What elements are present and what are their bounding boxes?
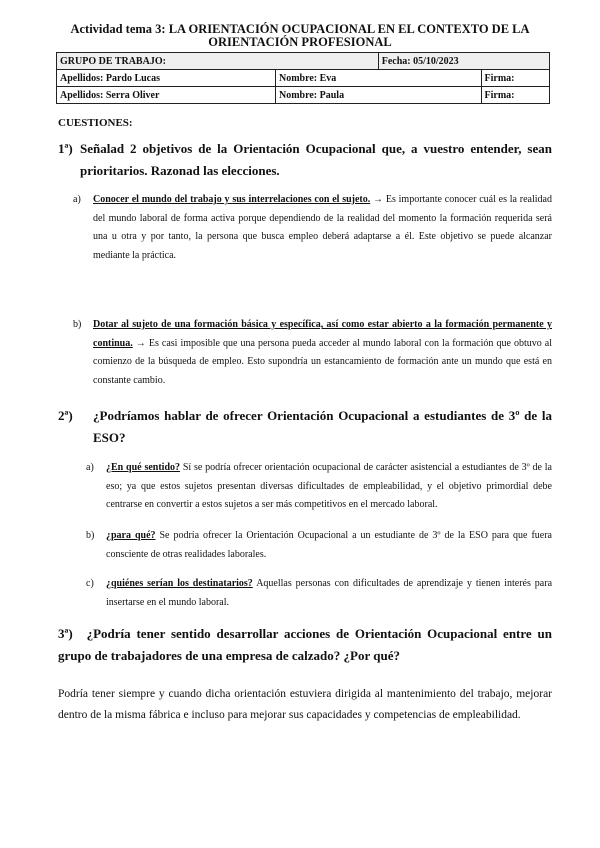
- question-number: 3ª): [58, 626, 73, 641]
- name-cell: Nombre: Paula: [276, 87, 482, 104]
- signature-cell: Firma:: [481, 70, 550, 87]
- question-number: 1ª): [58, 141, 73, 156]
- answer-bold: ¿quiénes serían los destinatarios?: [106, 578, 253, 589]
- signature-cell: Firma:: [481, 87, 550, 104]
- question-1: [58, 138, 552, 182]
- answer-text: Aquellas personas con dificultades de aprendizaje y tienen interés para insertarse en el mundo laboral.: [106, 578, 553, 608]
- list-marker: c): [86, 578, 94, 589]
- answer-text: Se podría ofrecer la Orientación Ocupacional a un estudiante de 3º de la ESO para que fuera consciente de otras realidades laborales.: [106, 530, 552, 560]
- q3-answer: Podría tener siempre y cuando dicha orientación estuviera dirigida al mantenimiento del trabajo, mejorar dentro de la misma fábrica e incluso para mejorar sus capacidades y competencias de empleabilidad.: [58, 688, 552, 721]
- table-row: [57, 70, 550, 87]
- answer-text: → Es importante conocer cuál es la realidad del mundo laboral de forma activa porque dependiendo de la realidad del momento la formación requerida será una u otra y por tanto, la persona que busca empleo deberá adaptarse a él. Este objetivo se puede alcanzar mediante la práctica.: [93, 194, 552, 261]
- answer-bold: Conocer el mundo del trabajo y sus interrelaciones con el sujeto.: [93, 194, 371, 205]
- answer-bold: Dotar al sujeto de una formación básica y específica, así como estar abierto a la formación permanente y continua.: [93, 319, 552, 349]
- question-number: 2ª): [58, 408, 73, 423]
- date-cell: Fecha: 05/10/2023: [378, 53, 549, 70]
- table-row: [57, 53, 550, 70]
- question-text: ¿Podría tener sentido desarrollar acciones de Orientación Ocupacional entre un grupo de trabajadores de una empresa de calzado? ¿Por qué?: [58, 626, 552, 663]
- title-line-2: ORIENTACIÓN PROFESIONAL: [208, 35, 392, 49]
- q1-answer-b: [73, 316, 552, 390]
- question-3: [58, 623, 552, 667]
- cuestiones-heading: CUESTIONES:: [58, 117, 133, 129]
- list-marker: a): [86, 462, 94, 473]
- q2-answer-a: [86, 459, 552, 515]
- question-text: ¿Podríamos hablar de ofrecer Orientación Ocupacional a estudiantes de 3º de la ESO?: [93, 408, 552, 445]
- answer-text: Sí se podría ofrecer orientación ocupacional de carácter asistencial a estudiantes de 3º de la eso; ya que estos sujetos presentan diversas dificultades de empleabilidad, y el objetivo primordial debe centrarse en convertir a estos sujetos a ser más competitivos en el mercado laboral.: [106, 462, 552, 510]
- list-marker: a): [73, 194, 81, 205]
- title-line-1: Actividad tema 3: LA ORIENTACIÓN OCUPACIONAL EN EL CONTEXTO DE LA: [70, 22, 530, 36]
- table-row: [57, 87, 550, 104]
- document-title: [40, 23, 560, 49]
- name-cell: Nombre: Eva: [276, 70, 482, 87]
- surname-cell: Apellidos: Pardo Lucas: [57, 70, 276, 87]
- answer-bold: ¿En qué sentido?: [106, 462, 181, 473]
- list-marker: b): [73, 319, 82, 330]
- q2-answer-b: [86, 527, 552, 564]
- group-label: GRUPO DE TRABAJO:: [57, 53, 379, 70]
- question-2: [58, 405, 552, 449]
- q1-answer-a: [73, 191, 552, 265]
- list-marker: b): [86, 530, 95, 541]
- question-text: Señalad 2 objetivos de la Orientación Ocupacional que, a vuestro entender, sean prioritarios. Razonad las elecciones.: [80, 141, 552, 178]
- answer-bold: ¿para qué?: [106, 530, 156, 541]
- q2-answer-c: [86, 575, 553, 612]
- group-info-table: [56, 52, 550, 104]
- answer-text: → Es casi imposible que una persona pueda acceder al mundo laboral con la formación que obtuvo al comienzo de la búsqueda de empleo. Esto supondría un estancamiento de formación ante un mundo que está en constante cambio.: [93, 337, 552, 386]
- surname-cell: Apellidos: Serra Oliver: [57, 87, 276, 104]
